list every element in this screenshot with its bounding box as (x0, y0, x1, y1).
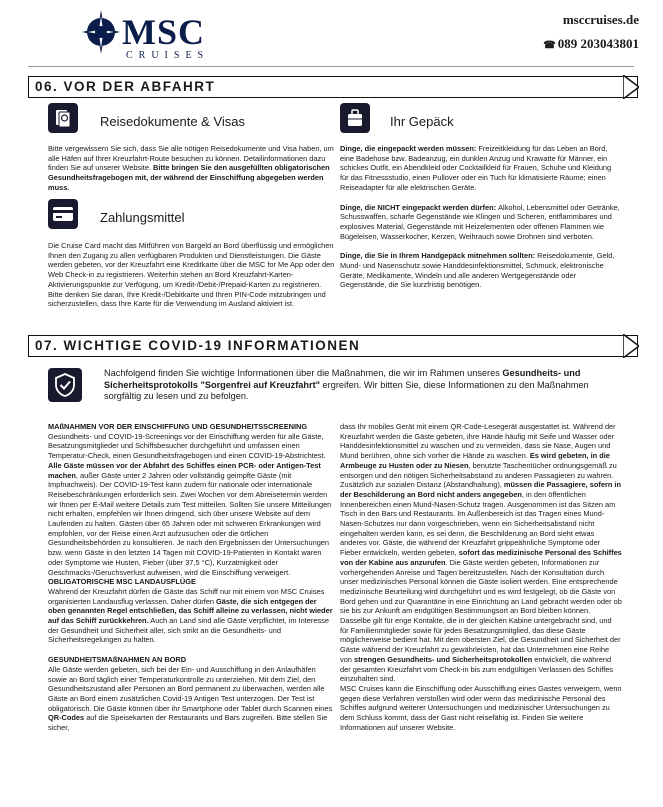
brand-sub: CRUISES (126, 50, 210, 61)
covid-intro-t1: Nachfolgend finden Sie wichtige Informationen über die Maßnahmen, die wir im Rahmen unseres (104, 368, 503, 378)
right-p5: entwickelt, die während der gesamten Kreuzfahrt vom Check-in bis zum endgültigen Verlassen des Schiffes einzuhalten sind. (340, 654, 614, 684)
gepaeck-b2: Dinge, die NICHT eingepackt werden dürfen: (340, 202, 499, 212)
right-b2: müssen die Passagiere, sofern in der Beschilderung an Bord nicht anders angegeben (340, 480, 621, 499)
passport-icon (48, 103, 78, 133)
right-b4: strengen Gesundheits- und Sicherheitsprotokollen (353, 654, 533, 664)
left-b5: QR-Codes (48, 713, 85, 723)
right-p2: , benutzte Taschentücher ordnungsgemäß zu entsorgen und den nötigen Sicherheitsabstand zu anderen Passagieren zu wahren. Zusätzlich zur sozialen Distanz (Abstandhaltung), (340, 460, 617, 490)
section-title-06: 06. VOR DER ABFAHRT (35, 79, 216, 94)
section-header-06 (28, 76, 638, 98)
reise-text (48, 144, 334, 193)
zahlung-title: Zahlungsmittel (100, 210, 185, 225)
credit-card-icon (48, 199, 78, 229)
reise-title: Reisedokumente & Visas (100, 114, 246, 129)
right-b1: Es wird gebeten, in die Armbeuge zu Husten oder zu Niesen (340, 451, 610, 470)
right-p3: , in den öffentlichen Innenbereichen einen Mund-Nasen-Schutz tragen. Ausgenommen ist das Sitzen am Tisch in den Bars und Restaurants. Im Außenbereich ist das Tragen eines Mund-Nasen-Schutzes nur dann vorgeschrieben, wenn ein Sicherheitsabstand nicht eingehalten werden kann, es sei denn, die Beschilderung an Bord sieht etwas anderes vor. Gäste, die während der Kreuzfahrt grippeähnliche Symptome oder Fieber entwickeln, werden gebeten, (340, 489, 616, 558)
phone-number[interactable] (543, 36, 639, 52)
compass-rose-icon (82, 10, 120, 54)
gepaeck-t3: Reisedokumente, Geld, Mund- und Nasenschutz sowie Handdesinfektionsmittel, Schmuck, elektronische Geräte, Medikamente, Windeln und alle anderen Wertgegenstände oder Gegenstände, die Sie kurzfristig benötigen. (340, 251, 615, 290)
left-p3: Während der Kreuzfahrt dürfen die Gäste das Schiff nur mit einem von MSC Cruises organisierten Landausflug verlassen. Daher dürfen (48, 586, 325, 606)
shield-check-icon (48, 368, 82, 402)
left-p1: Gesundheits- und COVID-19-Screenings vor der Einschiffung werden für alle Gäste, Besatzungsmitglieder und Schiffsbesucher durchgeführt und umfassen einen Temperatur-Check, einen Gesundheitsfragebogen und einen COVID-19-Abstrichtest. (48, 431, 326, 461)
section-header-07 (28, 335, 638, 357)
arrow-tab-icon (623, 334, 639, 358)
gepaeck-title: Ihr Gepäck (390, 114, 454, 129)
right-p1: dass Ihr mobiles Gerät mit einem QR-Code-Lesegerät ausgestattet ist. Während der Kreuzfahrt werden die Gäste gebeten, ihre Hände häufig mit Seife und Wasser oder Handdesinfektionsmittel zu waschen und zu vermeiden, dass sie Nase, Augen und Mund berühren, ohne sich vorher die Hände zu waschen. (340, 422, 616, 461)
covid-intro (104, 368, 616, 403)
covid-intro-b1: Gesundheits- und Sicherheitsprotokolls "Sorgenfrei auf Kreuzfahrt" (104, 368, 581, 390)
gepaeck-b3: Dinge, die Sie in Ihrem Handgepäck mitnehmen sollten: (340, 251, 538, 261)
right-b3: sofort das medizinische Personal des Schiffes von der Kabine aus anzurufen (340, 548, 622, 567)
left-p2: , außer Gäste unter 2 Jahren oder vollständig geimpfte Gäste (mit Impfnachweis). Der COVID-19-Test kann zudem für nationale oder internationale Reisebeschränkungen erforderlich sein. Zwei Wochen vor dem Abreisetermin werden wir Ihnen per E-Mail weitere Details zum Test mitteilen. Sollten Sie unsere Mitteilungen nicht erhalten, empfehlen wir Ihnen dringend, sich über unsere Website auf dem Laufenden zu halten. Gästen über 65 Jahren oder mit schweren Erkrankungen wird empfohlen, vor der Reise einen Arzt aufzusuchen oder die örtlichen Gesundheitsbehörden zu konsultieren. Je nach den Ergebnissen der Untersuchungen bzw. wenn Gäste in den letzten 14 Tagen mit COVID-19-Patienten in Kontakt waren oder Symptome wie Husten, Fieber (über 37,5 °C), Kurzatmigkeit oder Geschmacks-/Geruchsverlust aufweisen, wird die Einschiffung verweigert. (48, 470, 332, 577)
phone-text: 089 203043801 (557, 36, 639, 51)
zahlung-text: Die Cruise Card macht das Mitführen von Bargeld an Bord überflüssig und ermöglichen Ihnen den Zugang zu allen verfügbaren Produkten und Dienstleistungen. Die Gäste werden gebeten, vor der Kreuzfahrt eine Kreditkarte über die MSC for Me App oder den Web Check-in zu registrieren. Weiterhin stehen an Bord Kreuzfahrt-Karten-Aktivierungspunkte zur Verfügung, um Kredit-/Debit-/Prepaid-Karten zu registrieren. Bitte denken Sie daran, Ihre Kredit-/Debitkarte und Ihren PIN-Code mitzubringen und sicherzustellen, dass Ihre Karte für die Verwendung im Ausland aktiviert ist. (48, 241, 335, 309)
gepaeck-t2: Alkohol, Lebensmittel oder Getränke, Schusswaffen, scharfe Gegenstände wie Klingen und Scheren, entflammbares und explosives Material, Gegenstände mit Heizelementen oder offenen Flammen wie Bügeleisen, Wasserkocher, Kerzen, Weihrauch sowie Drohnen sind verboten. (340, 202, 620, 241)
header-divider (28, 66, 634, 67)
left-p6: auf die Speisekarten der Restaurants und Bars zugreifen. Bitte stellen Sie sicher, (48, 713, 328, 733)
phone-icon: ☎ (543, 40, 556, 51)
msc-logo (82, 10, 232, 66)
reise-p1-bold: Bitte bringen Sie den ausgefüllten obligatorischen Gesundheitsfragebogen mit, der während der Einschiffung abgegeben werden muss. (48, 163, 330, 192)
left-p5: Alle Gäste werden gebeten, sich bei der Ein- und Ausschiffung in den Anlaufhäfen sowie an Bord täglich einer Temperaturkontrolle zu unterziehen. Mit dem Ziel, den Gesundheitszustand aller Personen an Bord permanent zu überwachen, werden alle Gäste an Bord einem zusätzlichen Covid-19 Antigen Test unterzogen. Der Test ist obligatorisch. Die Gäste können über ihr Smartphone oder Tablet durch Scannen eines (48, 664, 333, 713)
gepaeck-t1: Freizeitkleidung für das Leben an Bord, eine Badehose bzw. Badeanzug, ein dunklen Anzug und Krawatte für Männer, ein schickes Outfit, ein Abendkleid oder Cocktailkleid für Frauen, Schuhe und Kleidung für das Fitnessstudio, einen Pullover oder ein Tuch für klimatisierte Räume; einen Reiseadapter für alle elektrischen Geräte. (340, 144, 612, 192)
left-h1: MAßNAHMEN VOR DER EINSCHIFFUNG UND GESUNDHEITSSCREENING (48, 422, 308, 431)
right-p4: . Die Gäste werden gebeten, Informationen zur vorhergehenden Anreise und Tagen bereitzustellen. Nach der Konsultation durch unser medizinisches Personal können die Gäste isoliert werden. Eine entsprechende medizinische Beurteilung wird durchgeführt und es wird festgelegt, ob die Gäste von Bord gehen und zur Quarantäne in eine Einrichtung an Land gebracht werden oder ob sie bis zur Ankunft am endgültigen Bestimmungsort an Bord bleiben können. Dasselbe gilt für enge Kontakte, die in der gleichen Kabine untergebracht sind, und für Familienmitglieder sowie für jedes Besatzungsmitglied, das diese Gäste möglicherweise bedient hat. Mit dem obersten Ziel, die Gesundheit und Sicherheit der Gäste während der Kreuzfahrt zu gewährleisten, hat das Unternehmen eine Reihe von (340, 557, 622, 664)
website-link[interactable]: msccruises.de (562, 12, 639, 27)
gepaeck-b1: Dinge, die eingepackt werden müssen: (340, 144, 479, 153)
covid-intro-t2: ergreifen. Wir bitten Sie, diese Informationen zu den Maßnahmen sorgfältig zu lesen und zu befolgen. (104, 379, 589, 401)
section-title-07: 07. WICHTIGE COVID-19 INFORMATIONEN (35, 338, 361, 353)
left-b3: Gäste, die sich entgegen der oben genannten Regel entschließen, das Schiff alleine zu verlassen, nicht wieder auf das Schiff zurückkehren. (48, 596, 333, 626)
brand-name: MSC (122, 12, 205, 52)
luggage-icon (340, 103, 370, 133)
reise-p1: Bitte vergewissern Sie sich, dass Sie alle nötigen Reisedokumente und Visa haben, um alle Häfen auf Ihrer Kreuzfahrt-Route besuchen zu können. Detailinformationen dazu finden Sie auf unserer Website. (48, 144, 334, 173)
right-p6: MSC Cruises kann die Einschiffung oder Ausschiffung eines Gastes verweigern, wenn gegen diese Verfahren verstoßen wird oder wenn das medizinische Personal des Schiffes aufgrund weiterer Untersuchungen und medizinischer Untersuchungen zu dem Schluss kommt, dass der Gast nicht reisefähig ist. Finden Sie weitere Informationen auf unserer Website. (340, 683, 622, 732)
covid-left-column (48, 422, 334, 733)
left-h2: OBLIGATORISCHE MSC LANDAUSFLÜGE (48, 577, 196, 587)
left-p4: Auch an Land sind alle Gäste verpflichtet, im Interesse der Gesundheit und Sicherheit aller, sich strikt an die Gesundheits- und Sicherheitsregelungen zu halten. (48, 616, 329, 645)
arrow-tab-icon (623, 75, 639, 99)
left-h3: GESUNDHEITSMAßNAHMEN AN BORD (48, 655, 187, 665)
covid-right-column (340, 422, 622, 733)
left-b2: Alle Gäste müssen vor der Abfahrt des Schiffes einen PCR- oder Antigen-Test machen (48, 460, 321, 480)
gepaeck-text (340, 144, 620, 290)
